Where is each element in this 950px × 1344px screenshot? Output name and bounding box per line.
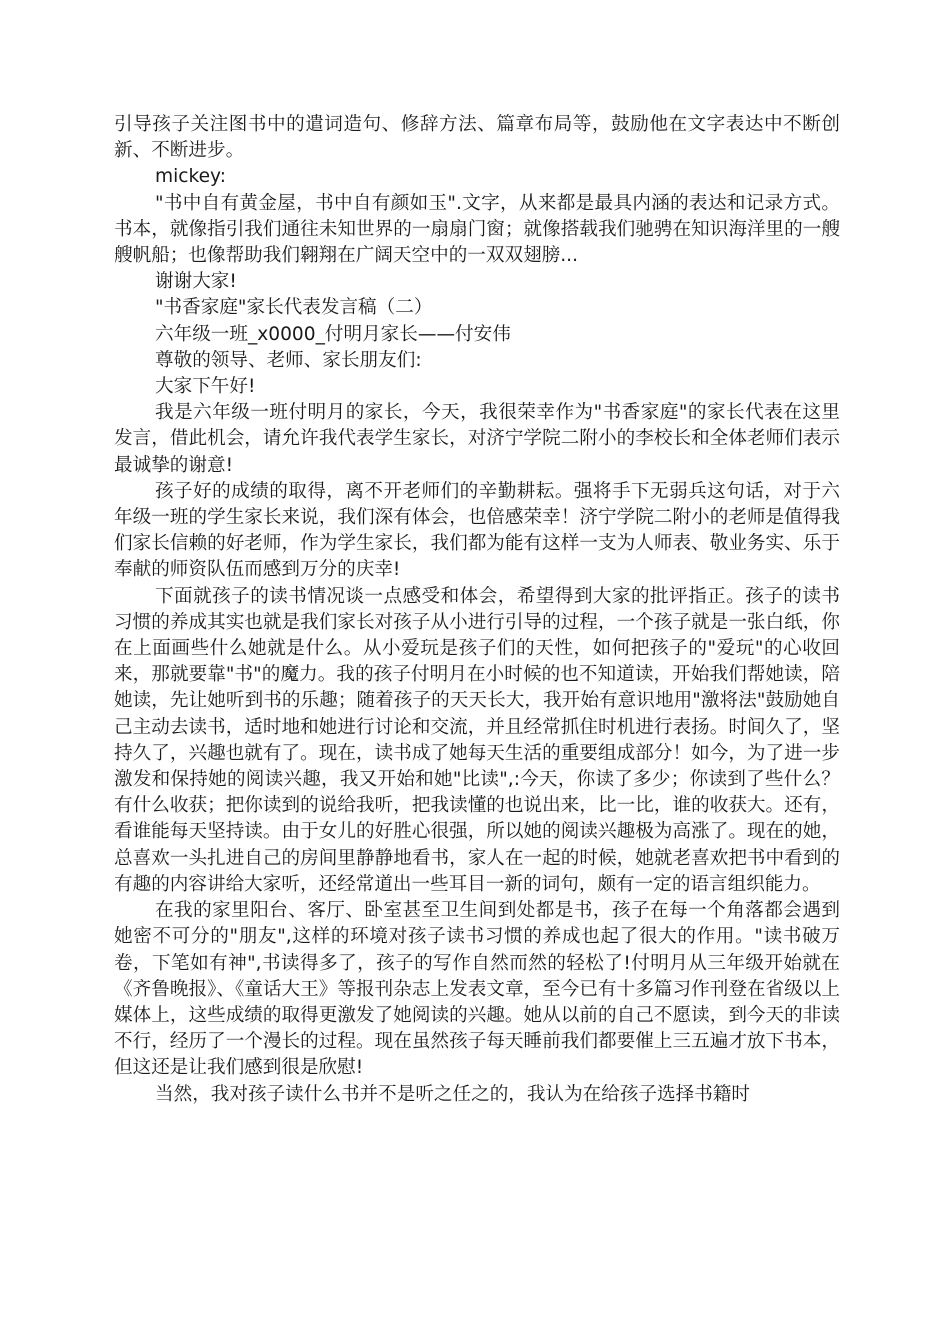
paragraph-12: 在我的家里阳台、客厅、卧室甚至卫生间到处都是书，孩子在每一个角落都会遇到她密不可分的"朋友",这样的环境对孩子读书习惯的养成也起了很大的作用。"读书破万卷，下笔如有神",书读得多了，孩子的写作自然而然的轻松了!付明月从三年级开始就在《齐鲁晚报》、《童话大王》等报刊杂志上发表文章，至今已有十多篇习作刊登在省级以上媒体上，这些成绩的取得更激发了她阅读的兴趣。她从以前的自己不愿读，到今天的非读不行，经历了一个漫长的过程。现在虽然孩子每天睡前我们都要催上三五遍才放下书本，但这还是让我们感到很是欣慰! [114,900,840,1079]
speaker-line: 六年级一班_x0000_付明月家长——付安伟 [155,323,511,345]
paragraph-4: 谢谢大家! [155,271,237,293]
paragraph-13: 当然，我对孩子读什么书并不是听之任之的，我认为在给孩子选择书籍时 [155,1083,751,1105]
speech-title: "书香家庭"家长代表发言稿（二） [155,297,433,319]
paragraph-2: mickey: [155,166,226,188]
paragraph-11: 下面就孩子的读书情况谈一点感受和体会，希望得到大家的批评指正。孩子的读书习惯的养成其实也就是我们家长对孩子从小进行引导的过程，一个孩子就是一张白纸，你在上面画些什么她就是什么。从小爱玩是孩子们的天性，如何把孩子的"爱玩"的心收回来，那就要靠"书"的魔力。我的孩子付明月在小时候的也不知道读，开始我们帮她读，陪她读，先让她听到书的乐趣；随着孩子的天天长大，我开始有意识地用"激将法"鼓励她自己主动去读书，适时地和她进行讨论和交流，并且经常抓住时机进行表扬。时间久了，坚持久了，兴趣也就有了。现在，读书成了她每天生活的重要组成部分！如今，为了进一步激发和保持她的阅读兴趣，我又开始和她"比读",:今天，你读了多少；你读到了些什么？有什么收获；把你读到的说给我听，把我读懂的也说出来，比一比，谁的收获大。还有，看谁能每天坚持读。由于女儿的好胜心很强，所以她的阅读兴趣极为高涨了。现在的她，总喜欢一头扎进自己的房间里静静地看书，家人在一起的时候，她就老喜欢把书中看到的有趣的内容讲给大家听，还经常道出一些耳目一新的词句，颇有一定的语言组织能力。 [114,585,840,895]
document-body [114,112,840,1108]
greeting: 大家下午好! [155,376,256,398]
paragraph-10: 孩子好的成绩的取得，离不开老师们的辛勤耕耘。强将手下无弱兵这句话，对于六年级一班的学生家长来说，我们深有体会，也倍感荣幸！济宁学院二附小的老师是值得我们家长信赖的好老师，作为学生家长，我们都为能有这样一支为人师表、敬业务实、乐于奉献的师资队伍而感到万分的庆幸! [114,480,840,581]
paragraph-1: 引导孩子关注图书中的遣词造句、修辞方法、篇章布局等，鼓励他在文字表达中不断创新、不断进步。 [114,114,840,162]
salutation: 尊敬的领导、老师、家长朋友们: [155,349,422,371]
paragraph-9: 我是六年级一班付明月的家长，今天，我很荣幸作为"书香家庭"的家长代表在这里发言，借此机会，请允许我代表学生家长，对济宁学院二附小的李校长和全体老师们表示最诚挚的谢意! [114,402,840,476]
paragraph-3: "书中自有黄金屋，书中自有颜如玉".文字，从来都是最具内涵的表达和记录方式。书本，就像指引我们通往未知世界的一扇扇门窗；就像搭载我们驰骋在知识海洋里的一艘艘帆船；也像帮助我们翱翔在广阔天空中的一双双翅膀... [114,192,840,267]
